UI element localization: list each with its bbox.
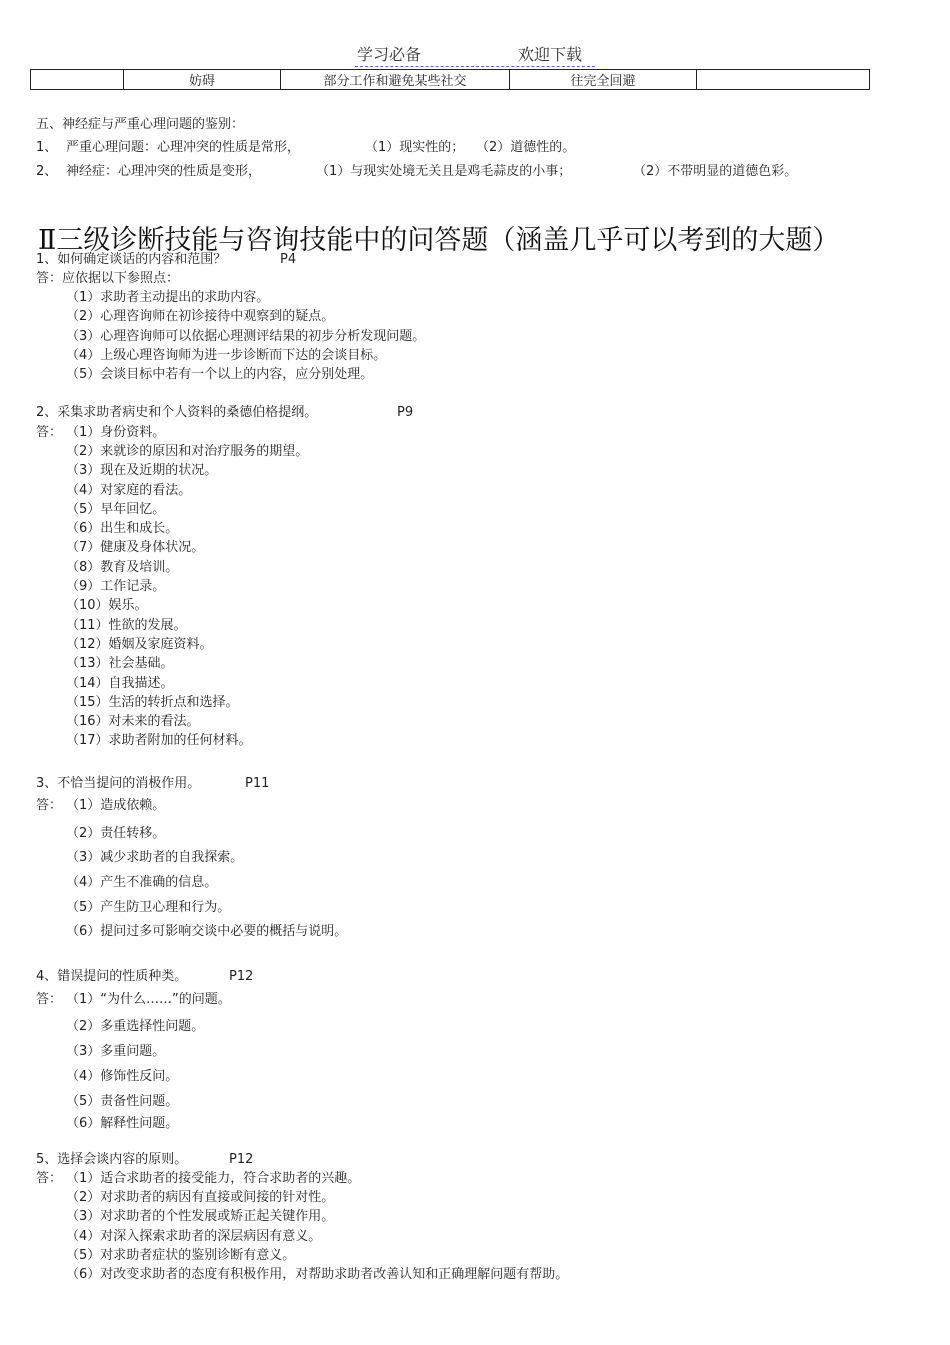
list-item: （7）健康及身体状况。 (66, 540, 205, 556)
list-item: （8）教育及培训。 (66, 559, 179, 575)
list-item: （3）多重问题。 (66, 1044, 166, 1059)
question-text: 5、选择会谈内容的原则。 (36, 1152, 188, 1167)
page-reference: P12 (229, 1152, 254, 1167)
list-item-number: 1、 (36, 140, 58, 155)
list-item: （4）修饰性反问。 (66, 1069, 179, 1084)
list-item: （1）适合求助者的接受能力，符合求助者的兴趣。 (66, 1171, 361, 1186)
list-item: （2）来就诊的原因和对治疗服务的期望。 (66, 444, 309, 459)
list-item: （16）对未来的看法。 (66, 714, 200, 730)
list-item: （6）解释性问题。 (66, 1116, 179, 1131)
list-item: （6）对改变求助者的态度有积极作用，对帮助求助者改善认知和正确理解问题有帮助。 (66, 1267, 569, 1283)
list-item: （17）求助者附加的任何材料。 (66, 733, 252, 749)
top-table (30, 69, 870, 90)
list-item: （4）对深入探索求助者的深层病因有意义。 (66, 1228, 322, 1244)
answer-label: 答：应依据以下参照点： (36, 271, 180, 286)
list-item: （1）求助者主动提出的求助内容。 (66, 290, 270, 305)
list-item: （6）提问过多可影响交谈中必要的概括与说明。 (66, 924, 348, 939)
list-item: （14）自我描述。 (66, 675, 174, 691)
question-text: 3、不恰当提问的消极作用。 (36, 776, 201, 791)
list-item: （5）早年回忆。 (66, 501, 166, 517)
list-item: （1）造成依赖。 (66, 798, 166, 813)
header-right-text: 欢迎下载 (518, 45, 583, 64)
answer-list (66, 1188, 568, 1284)
list-item: （6）出生和成长。 (66, 521, 179, 537)
list-item: （2）对求助者的病因有直接或间接的针对性。 (66, 1190, 335, 1205)
list-item-text: 严重心理问题：心理冲突的性质是常形， (66, 140, 301, 155)
list-item-point: （1）现实性的； (365, 140, 465, 155)
table-row (31, 70, 870, 90)
header-divider (355, 66, 595, 67)
list-item: （4）上级心理咨询师为进一步诊断而下达的会谈目标。 (66, 347, 387, 363)
page-reference: P11 (245, 776, 270, 791)
list-item: （10）娱乐。 (66, 598, 148, 614)
list-item: （4）对家庭的看法。 (66, 482, 192, 498)
answer-label: 答： (36, 992, 63, 1007)
answer-label: 答： (36, 798, 63, 813)
answer-label: 答： (36, 425, 63, 440)
answer-label: 答： (36, 1171, 63, 1186)
list-item: （11）性欲的发展。 (66, 617, 187, 633)
list-item: （3）减少求助者的自我探索。 (66, 850, 244, 865)
list-item: （4）产生不准确的信息。 (66, 875, 218, 890)
page-title: Ⅱ三级诊断技能与咨询技能中的问答题（涵盖几乎可以考到的大题） (38, 225, 840, 256)
list-item: （1）“为什么……”的问题。 (66, 992, 231, 1007)
header-left-text: 学习必备 (357, 45, 422, 64)
page-reference: P12 (229, 969, 254, 984)
list-item-text: 神经症：心理冲突的性质是变形， (66, 164, 262, 179)
question-text: 1、如何确定谈话的内容和范围？ (36, 252, 227, 267)
list-item: （2）多重选择性问题。 (66, 1019, 205, 1034)
list-item: （2）心理咨询师在初诊接待中观察到的疑点。 (66, 309, 335, 325)
answer-list (66, 288, 425, 384)
section-heading: 五、神经症与严重心理问题的鉴别： (36, 117, 245, 132)
list-item: （3）现在及近期的状况。 (66, 463, 218, 479)
question-text: 4、错误提问的性质种类。 (36, 969, 188, 984)
list-item: （3）心理咨询师可以依据心理测评结果的初步分析发现问题。 (66, 328, 426, 344)
list-item: （3）对求助者的个性发展或矫正起关键作用。 (66, 1209, 335, 1225)
list-item: （12）婚姻及家庭资料。 (66, 636, 213, 652)
page-reference: P4 (280, 252, 297, 267)
answer-list (66, 442, 308, 751)
list-item-point: （2）道德性的。 (476, 140, 576, 155)
list-item: （9）工作记录。 (66, 579, 166, 595)
table-cell: 部分工作和避免某些社交 (281, 70, 510, 90)
list-item: （13）社会基础。 (66, 656, 174, 672)
page-reference: P9 (397, 405, 414, 420)
question-text: 2、采集求助者病史和个人资料的桑德伯格提纲。 (36, 405, 318, 420)
table-cell (31, 70, 124, 90)
list-item-point: （2）不带明显的道德色彩。 (633, 164, 798, 179)
table-cell: 往完全回避 (510, 70, 697, 90)
list-item: （2）责任转移。 (66, 826, 166, 841)
list-item: （5）责备性问题。 (66, 1094, 179, 1109)
table-cell (697, 70, 870, 90)
list-item: （5）产生防卫心理和行为。 (66, 900, 231, 915)
list-item: （15）生活的转折点和选择。 (66, 694, 239, 710)
list-item-point: （1）与现实处境无关且是鸡毛蒜皮的小事； (316, 164, 572, 179)
list-item-number: 2、 (36, 164, 58, 179)
list-item: （5）对求助者症状的鉴别诊断有意义。 (66, 1247, 296, 1263)
list-item: （5）会谈目标中若有一个以上的内容，应分别处理。 (66, 367, 374, 383)
table-cell: 妨碍 (124, 70, 281, 90)
list-item: （1）身份资料。 (66, 425, 166, 440)
